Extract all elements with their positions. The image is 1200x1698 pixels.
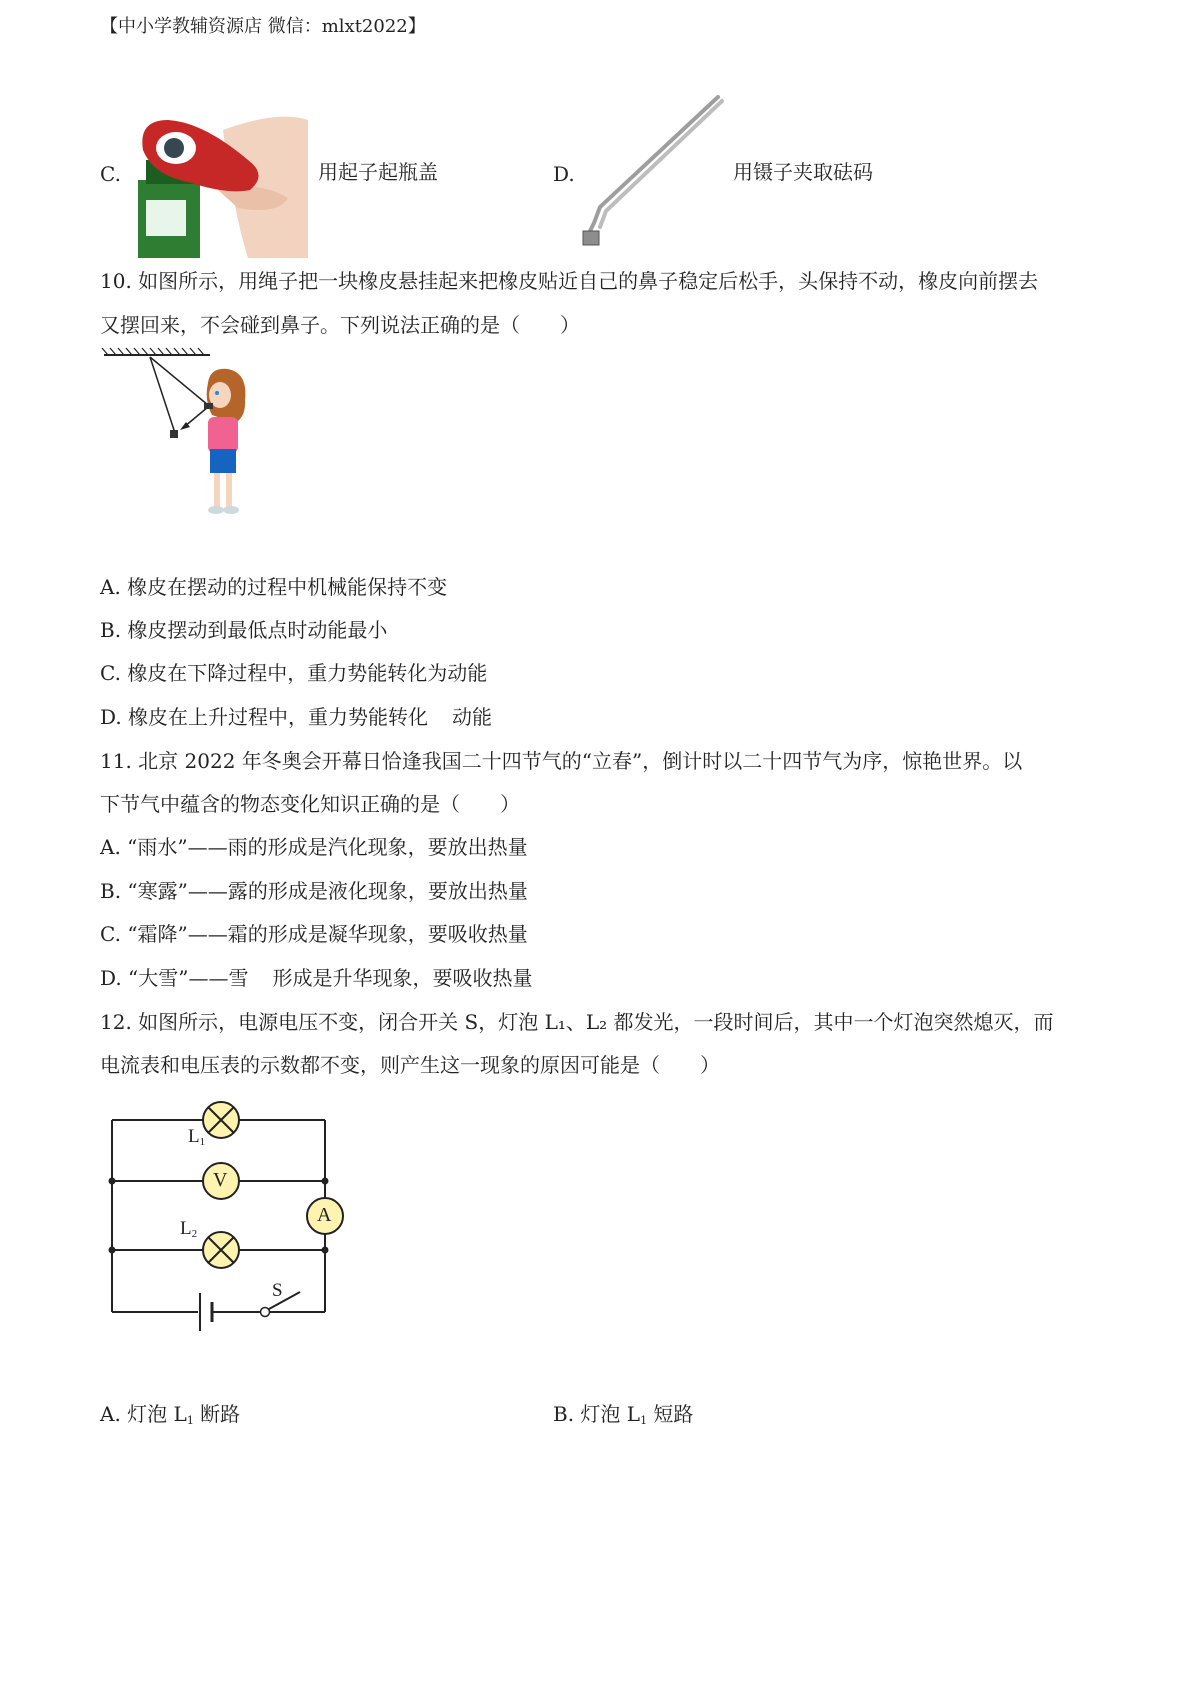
lamp-l1-label xyxy=(188,1126,205,1148)
option-text-b: 短路 xyxy=(647,1402,694,1426)
q9-option-c-letter: C. xyxy=(100,162,121,186)
q10-option-a xyxy=(100,575,447,599)
q11-option-b xyxy=(100,879,528,903)
option-letter: B. xyxy=(553,1402,575,1426)
q11-stem-line2: 下节气中蕴含的物态变化知识正确的是（ ） xyxy=(100,792,520,816)
option-letter: D. xyxy=(100,966,122,990)
header-watermark: 【中小学教辅资源店 微信：mlxt2022】 xyxy=(100,16,426,37)
q12-option-b xyxy=(553,1402,693,1433)
q11-option-a xyxy=(100,835,528,859)
option-subscript: 1 xyxy=(640,1414,648,1427)
option-text: “寒露”——露的形成是液化现象，要放出热量 xyxy=(127,879,528,903)
q9-option-c-text: 用起子起瓶盖 xyxy=(318,160,438,184)
pendulum-figure xyxy=(100,345,260,520)
q12-stem-line2: 电流表和电压表的示数都不变，则产生这一现象的原因可能是（ ） xyxy=(100,1053,720,1077)
option-letter: D. xyxy=(100,705,122,729)
option-subscript: 1 xyxy=(186,1414,194,1427)
q12-stem-line1: 12. 如图所示，电源电压不变，闭合开关 S，灯泡 L₁、L₂ 都发光，一段时间后，其中一个灯泡突然熄灭，而 xyxy=(100,1010,1054,1034)
option-text: “雨水”——雨的形成是汽化现象，要放出热量 xyxy=(127,835,528,859)
q10-option-b xyxy=(100,618,387,642)
option-letter: C. xyxy=(100,922,121,946)
option-letter: C. xyxy=(100,661,121,685)
option-text-a: 灯泡 L xyxy=(127,1402,187,1426)
lamp-l2-label xyxy=(180,1218,197,1240)
q11-option-c xyxy=(100,922,528,946)
option-letter: A. xyxy=(100,835,121,859)
option-letter: B. xyxy=(100,618,122,642)
voltmeter-label: V xyxy=(213,1169,228,1191)
lamp-l1-symbol xyxy=(203,1102,239,1138)
q11-stem-line1: 11. 北京 2022 年冬奥会开幕日恰逢我国二十四节气的“立春”，倒计时以二十四节气为序，惊艳世界。以 xyxy=(100,749,1023,773)
q11-option-d xyxy=(100,966,533,990)
q12-option-a xyxy=(100,1402,240,1433)
q10-stem-line1: 10. 如图所示，用绳子把一块橡皮悬挂起来把橡皮贴近自己的鼻子稳定后松手，头保持不动，橡皮向前摆去 xyxy=(100,269,1039,293)
option-text-a: 橡皮在上升过程中，重力势能转化 xyxy=(128,705,429,729)
q10-option-d xyxy=(100,705,492,729)
ammeter-label: A xyxy=(317,1204,332,1226)
tweezers-image xyxy=(580,95,725,247)
option-text-a: “大雪”——雪 xyxy=(128,966,249,990)
lamp-l2-subscript: 2 xyxy=(191,1228,198,1240)
lamp-l1-letter: L xyxy=(188,1126,200,1147)
option-text: 橡皮在摆动的过程中机械能保持不变 xyxy=(127,575,448,599)
option-text: “霜降”——霜的形成是凝华现象，要吸收热量 xyxy=(127,922,528,946)
option-text: 橡皮在下降过程中，重力势能转化为动能 xyxy=(127,661,488,685)
bottle-opener-image xyxy=(128,90,308,258)
lamp-l2-symbol xyxy=(203,1232,239,1268)
option-letter: A. xyxy=(100,575,121,599)
switch-label: S xyxy=(272,1280,283,1301)
q10-stem-line2: 又摆回来，不会碰到鼻子。下列说法正确的是（ ） xyxy=(100,313,580,337)
option-letter: A. xyxy=(100,1402,121,1426)
option-text-b: 动能 xyxy=(452,705,493,729)
option-text-b: 形成是升华现象，要吸收热量 xyxy=(272,966,533,990)
option-text-b: 断路 xyxy=(193,1402,241,1426)
option-text-a: 灯泡 L xyxy=(580,1402,641,1426)
q10-option-c xyxy=(100,661,487,685)
option-letter: B. xyxy=(100,879,122,903)
lamp-l1-subscript: 1 xyxy=(199,1136,206,1148)
option-text: 橡皮摆动到最低点时动能最小 xyxy=(127,618,388,642)
lamp-l2-letter: L xyxy=(180,1218,192,1239)
q9-option-d-letter: D. xyxy=(553,162,575,186)
q9-option-d-text: 用镊子夹取砝码 xyxy=(733,160,873,184)
